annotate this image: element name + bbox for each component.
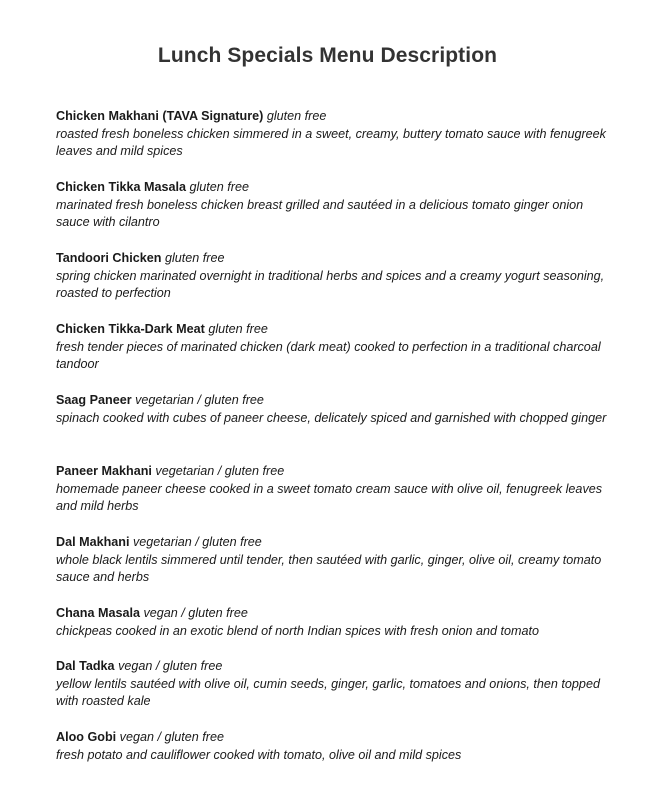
item-description: whole black lentils simmered until tender, then sautéed with garlic, ginger, olive oil, creamy tomato sauce and herbs bbox=[56, 552, 602, 584]
page-title: Lunch Specials Menu Description bbox=[157, 44, 498, 67]
item-diet: vegan / gluten free bbox=[119, 730, 224, 744]
menu-item-tandoori-chicken bbox=[56, 250, 616, 321]
menu-list bbox=[56, 108, 616, 782]
item-diet: vegetarian / gluten free bbox=[155, 464, 285, 478]
item-name: Chicken Makhani (TAVA Signature) bbox=[56, 109, 264, 123]
item-diet: vegetarian / gluten free bbox=[135, 393, 264, 407]
menu-item-saag-paneer bbox=[56, 392, 616, 463]
menu-item-chicken-tikka-masala bbox=[56, 179, 616, 250]
item-diet: vegan / gluten free bbox=[143, 606, 248, 620]
item-description: roasted fresh boneless chicken simmered in a sweet, creamy, buttery tomato sauce with fenugreek leaves and mild spices bbox=[56, 126, 606, 158]
item-description: chickpeas cooked in an exotic blend of north Indian spices with fresh onion and tomato bbox=[56, 623, 540, 638]
menu-item-dal-tadka bbox=[56, 658, 616, 729]
item-diet: gluten free bbox=[189, 180, 249, 194]
item-name: Dal Tadka bbox=[56, 659, 115, 673]
item-name: Paneer Makhani bbox=[56, 464, 152, 478]
item-name: Chicken Tikka Masala bbox=[56, 180, 186, 194]
menu-item-aloo-gobi bbox=[56, 729, 616, 782]
item-heading bbox=[56, 250, 616, 268]
item-name: Saag Paneer bbox=[56, 393, 132, 407]
item-description: yellow lentils sautéed with olive oil, cumin seeds, ginger, garlic, tomatoes and onions, then topped with roasted kale bbox=[56, 676, 600, 708]
item-diet: gluten free bbox=[164, 251, 225, 265]
menu-item-chana-masala bbox=[56, 605, 616, 658]
item-heading bbox=[56, 108, 616, 126]
item-diet: gluten free bbox=[208, 322, 268, 336]
item-description: spring chicken marinated overnight in traditional herbs and spices and a creamy yogurt seasoning, roasted to perfection bbox=[56, 268, 605, 300]
item-description: homemade paneer cheese cooked in a sweet tomato cream sauce with olive oil, fenugreek leaves and mild herbs bbox=[56, 481, 603, 513]
item-description: marinated fresh boneless chicken breast grilled and sautéed in a delicious tomato ginger onion sauce with cilantro bbox=[56, 197, 584, 229]
menu-item-dal-makhani bbox=[56, 534, 616, 605]
item-heading bbox=[56, 463, 616, 481]
item-diet: gluten free bbox=[266, 109, 327, 123]
menu-item-chicken-makhani bbox=[56, 108, 616, 179]
menu-item-chicken-tikka-dark-meat bbox=[56, 321, 616, 392]
item-description: spinach cooked with cubes of paneer cheese, delicately spiced and garnished with chopped ginger bbox=[56, 410, 607, 425]
item-description: fresh potato and cauliflower cooked with tomato, olive oil and mild spices bbox=[56, 747, 462, 762]
item-heading bbox=[56, 605, 616, 623]
item-heading bbox=[56, 392, 616, 410]
item-diet: vegan / gluten free bbox=[118, 659, 223, 673]
item-name: Chana Masala bbox=[56, 606, 140, 620]
item-name: Tandoori Chicken bbox=[56, 251, 162, 265]
menu-item-paneer-makhani bbox=[56, 463, 616, 534]
item-heading bbox=[56, 179, 616, 197]
item-description: fresh tender pieces of marinated chicken (dark meat) cooked to perfection in a traditional charcoal tandoor bbox=[56, 339, 601, 371]
item-heading bbox=[56, 321, 616, 339]
item-heading bbox=[56, 534, 616, 552]
item-name: Aloo Gobi bbox=[56, 730, 117, 744]
item-name: Dal Makhani bbox=[56, 535, 130, 549]
item-heading bbox=[56, 658, 616, 676]
item-heading bbox=[56, 729, 616, 747]
item-name: Chicken Tikka-Dark Meat bbox=[56, 322, 205, 336]
item-diet: vegetarian / gluten free bbox=[132, 535, 262, 549]
